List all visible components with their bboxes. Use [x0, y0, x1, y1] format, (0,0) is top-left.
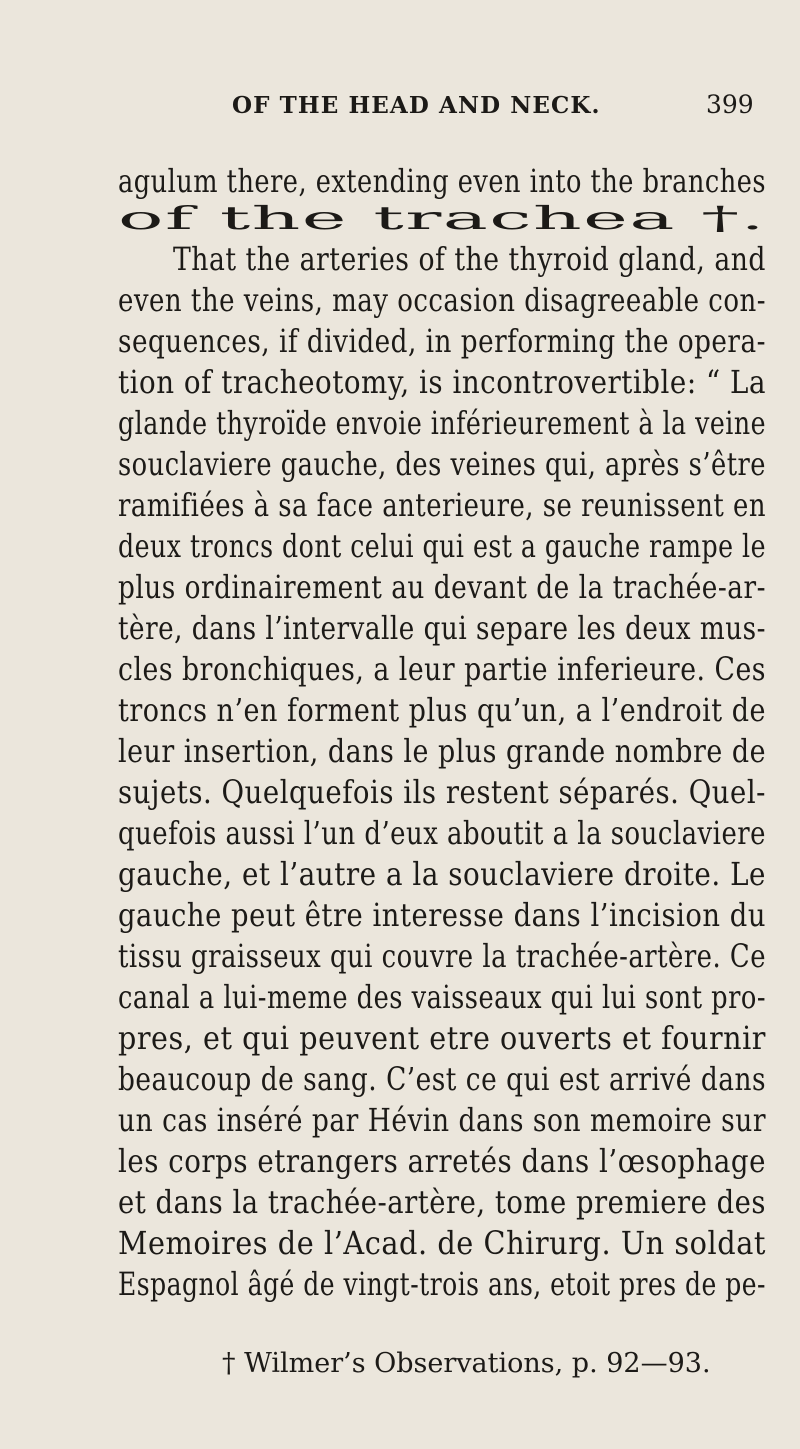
footnote: † Wilmer’s Observations, p. 92—93.	[222, 1348, 711, 1379]
body-line: un cas inséré par Hévin dans son memoire sur	[118, 1103, 766, 1139]
body-line: ramifiées à sa face anterieure, se reunissent en	[118, 488, 766, 524]
body-line: et dans la trachée-artère, tome premiere des	[118, 1185, 766, 1221]
body-line: troncs n’en forment plus qu’un, a l’endroit de	[118, 693, 766, 729]
body-line: tion of tracheotomy, is incontrovertible: “ La	[118, 365, 766, 401]
body-line: Memoires de l’Acad. de Chirurg. Un soldat	[118, 1226, 766, 1262]
body-line: Espagnol âgé de vingt-trois ans, etoit pres de pe-	[118, 1267, 766, 1303]
body-line: souclaviere gauche, des veines qui, après s’être	[118, 447, 766, 483]
body-line: tissu graisseux qui couvre la trachée-artère. Ce	[118, 939, 766, 975]
body-line: sujets. Quelquefois ils restent séparés. Quel-	[118, 775, 766, 811]
body-line: gauche, et l’autre a la souclaviere droite. Le	[118, 857, 766, 893]
page-number: 399	[706, 90, 754, 119]
body-line: quefois aussi l’un d’eux aboutit a la souclaviere	[118, 816, 766, 852]
body-line: plus ordinairement au devant de la trachée-ar-	[118, 570, 766, 606]
running-head: OF THE HEAD AND NECK.	[232, 92, 601, 119]
body-line: agulum there, extending even into the branches	[118, 164, 766, 200]
body-line: gauche peut être interesse dans l’incision du	[118, 898, 766, 934]
body-line: leur insertion, dans le plus grande nombre de	[118, 734, 766, 770]
body-line: pres, et qui peuvent etre ouverts et fournir	[118, 1021, 766, 1057]
body-line: canal a lui-meme des vaisseaux qui lui sont pro-	[118, 980, 766, 1016]
body-line: That the arteries of the thyroid gland, and	[173, 242, 766, 278]
body-line: les corps etrangers arretés dans l’œsophage	[118, 1144, 766, 1180]
body-line: deux troncs dont celui qui est a gauche rampe le	[118, 529, 766, 565]
body-line: even the veins, may occasion disagreeable con-	[118, 283, 766, 319]
body-line: beaucoup de sang. C’est ce qui est arrivé dans	[118, 1062, 766, 1098]
body-line: of the trachea †.	[118, 201, 766, 237]
body-line: tère, dans l’intervalle qui separe les deux mus-	[118, 611, 766, 647]
body-line: sequences, if divided, in performing the opera-	[118, 324, 766, 360]
body-line: glande thyroïde envoie inférieurement à la veine	[118, 406, 766, 442]
body-line: cles bronchiques, a leur partie inferieure. Ces	[118, 652, 766, 688]
